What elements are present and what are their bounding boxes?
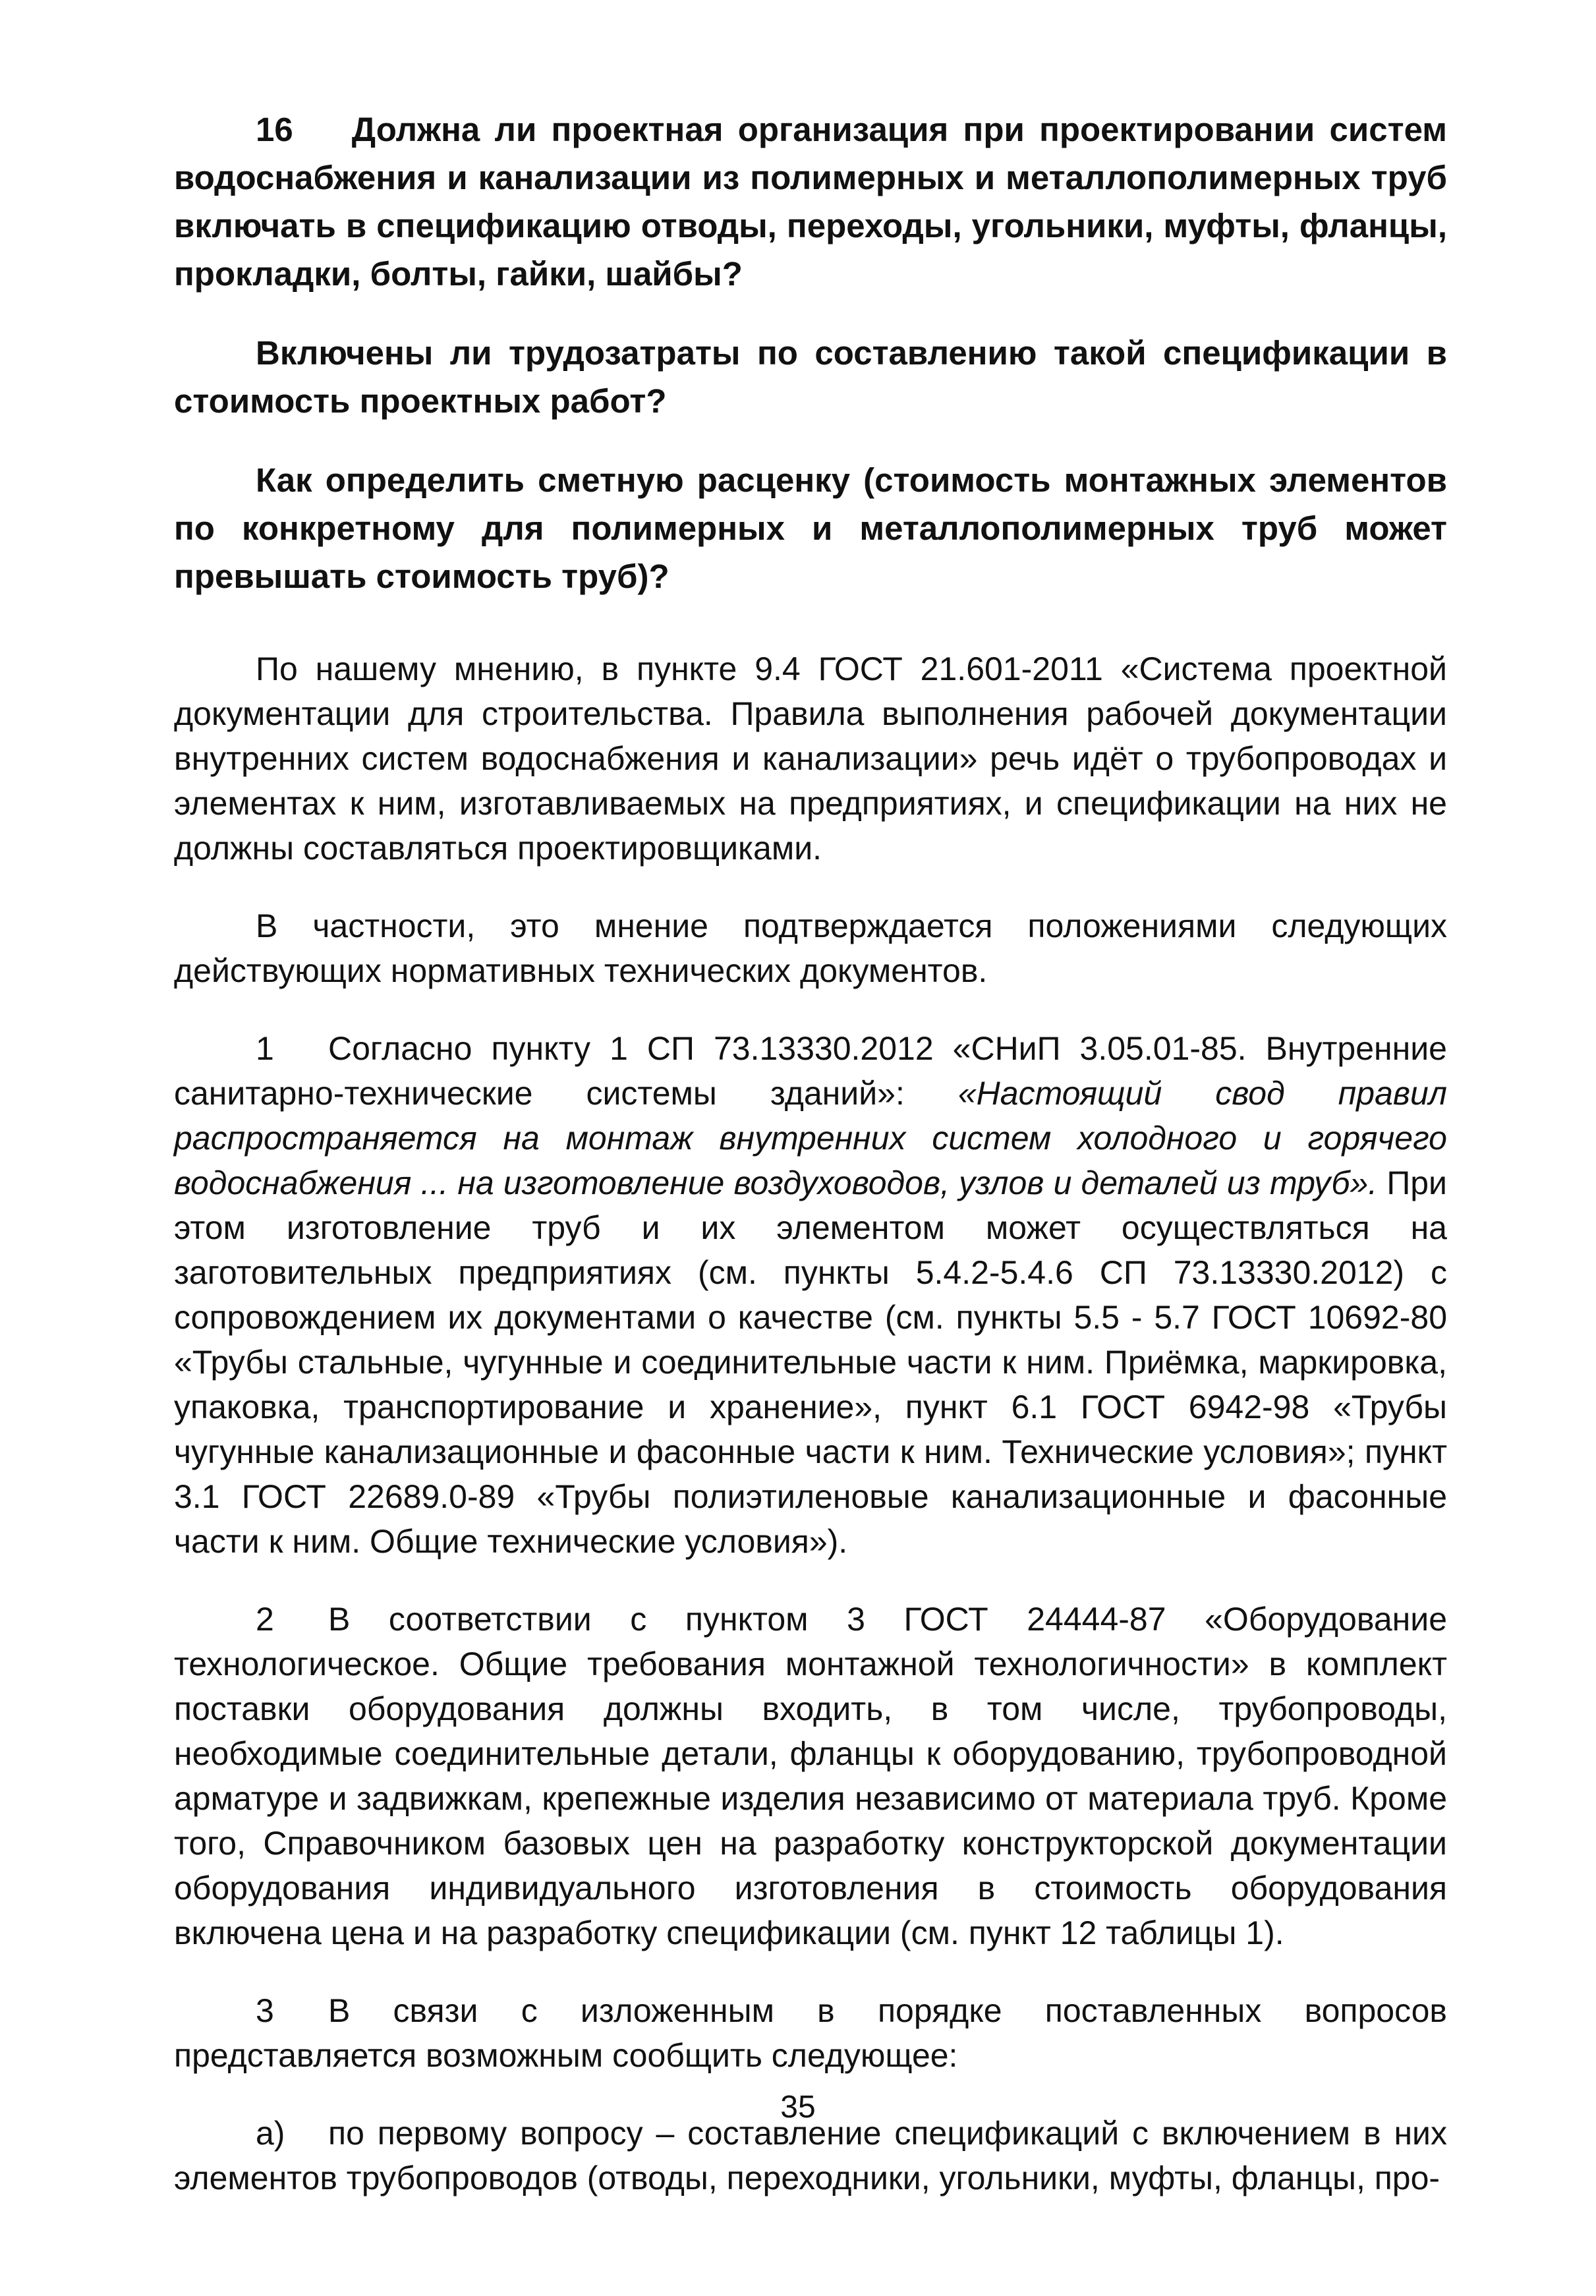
question-2: Включены ли трудозатраты по составлению такой спецификации в стоимость проектных работ? [174,334,1447,420]
document-page [174,105,1447,2200]
answer-item-2 [174,1597,1447,1955]
item-a-text: по первому вопросу – составление спецификаций с включением в них элементов трубопроводов (отводы, переходники, угольники, муфты, фланцы, про- [174,2115,1447,2196]
item-number: 3 [256,1992,274,2029]
answer-paragraph-1: По нашему мнению, в пункте 9.4 ГОСТ 21.601-2011 «Система проектной документации для строительства. Правила выполнения рабочей документации внутренних систем водоснабжения и канализации» речь идёт о трубопроводах и элементах к ним, изготавливаемых на предприятиях, и спецификации на них не должны составляться проектировщиками. [174,650,1447,867]
item-3-text: В связи с изложенным в порядке поставленных вопросов представляется возможным сообщить следующее: [174,1992,1447,2074]
question-1-text: Должна ли проектная организация при проектировании систем водоснабжения и канализации из полимерных и металлополимерных труб включать в спецификацию отводы, переходы, угольники, муфты, фланцы, прокладки, болты, гайки, шайбы? [174,111,1447,293]
item-number: 2 [256,1601,274,1638]
answer-item-3 [174,1988,1447,2078]
item-1-quote: «Настоящий свод правил распространяется на монтаж внутренних систем холодного и горячего водоснабжения ... на изготовление воздуховодов, узлов и деталей из труб». [174,1075,1447,1201]
answer-item-1 [174,1026,1447,1564]
page-number: 35 [780,2090,816,2125]
item-number: 1 [256,1030,274,1067]
question-1 [174,105,1447,298]
item-2-text: В соответствии с пунктом 3 ГОСТ 24444-87 «Оборудование технологическое. Общие требования монтажной технологичности» в комплект поставки оборудования должны входить, в том числе, трубопроводы, необходимые соединительные детали, фланцы к оборудованию, трубопроводной арматуре и задвижкам, крепежные изделия независимо от материала труб. Кроме того, Справочником базовых цен на разработку конструкторской документации оборудования индивидуального изготовления в стоимость оборудования включена цена и на разработку спецификации (см. пункт 12 таблицы 1). [174,1601,1447,1951]
question-3: Как определить сметную расценку (стоимость монтажных элементов по конкретному для полимерных и металлополимерных труб может превышать стоимость труб)? [174,461,1447,595]
item-1-text-b: При этом изготовление труб и их элементом может осуществляться на заготовительных предприятиях (см. пункты 5.4.2-5.4.6 СП 73.13330.2012) с сопровождением их документами о качестве (см. пункты 5.5 - 5.7 ГОСТ 10692-80 «Трубы стальные, чугунные и соединительные части к ним. Приёмка, маркировка, упаковка, транспортирование и хранение», пункт 6.1 ГОСТ 6942-98 «Трубы чугунные канализационные и фасонные части к ним. Технические условия»; пункт 3.1 ГОСТ 22689.0-89 «Трубы полиэтиленовые канализационные и фасонные части к ним. Общие технические условия»). [174,1164,1447,1560]
answer-paragraph-2: В частности, это мнение подтверждается положениями следующих действующих нормативных технических документов. [174,907,1447,989]
item-letter: а) [256,2115,285,2152]
question-number: 16 [256,111,293,148]
item-1-text-a: Согласно пункту 1 СП 73.13330.2012 «СНиП 3.05.01-85. Внутренние санитарно-технические системы зданий»: [174,1030,1447,1112]
